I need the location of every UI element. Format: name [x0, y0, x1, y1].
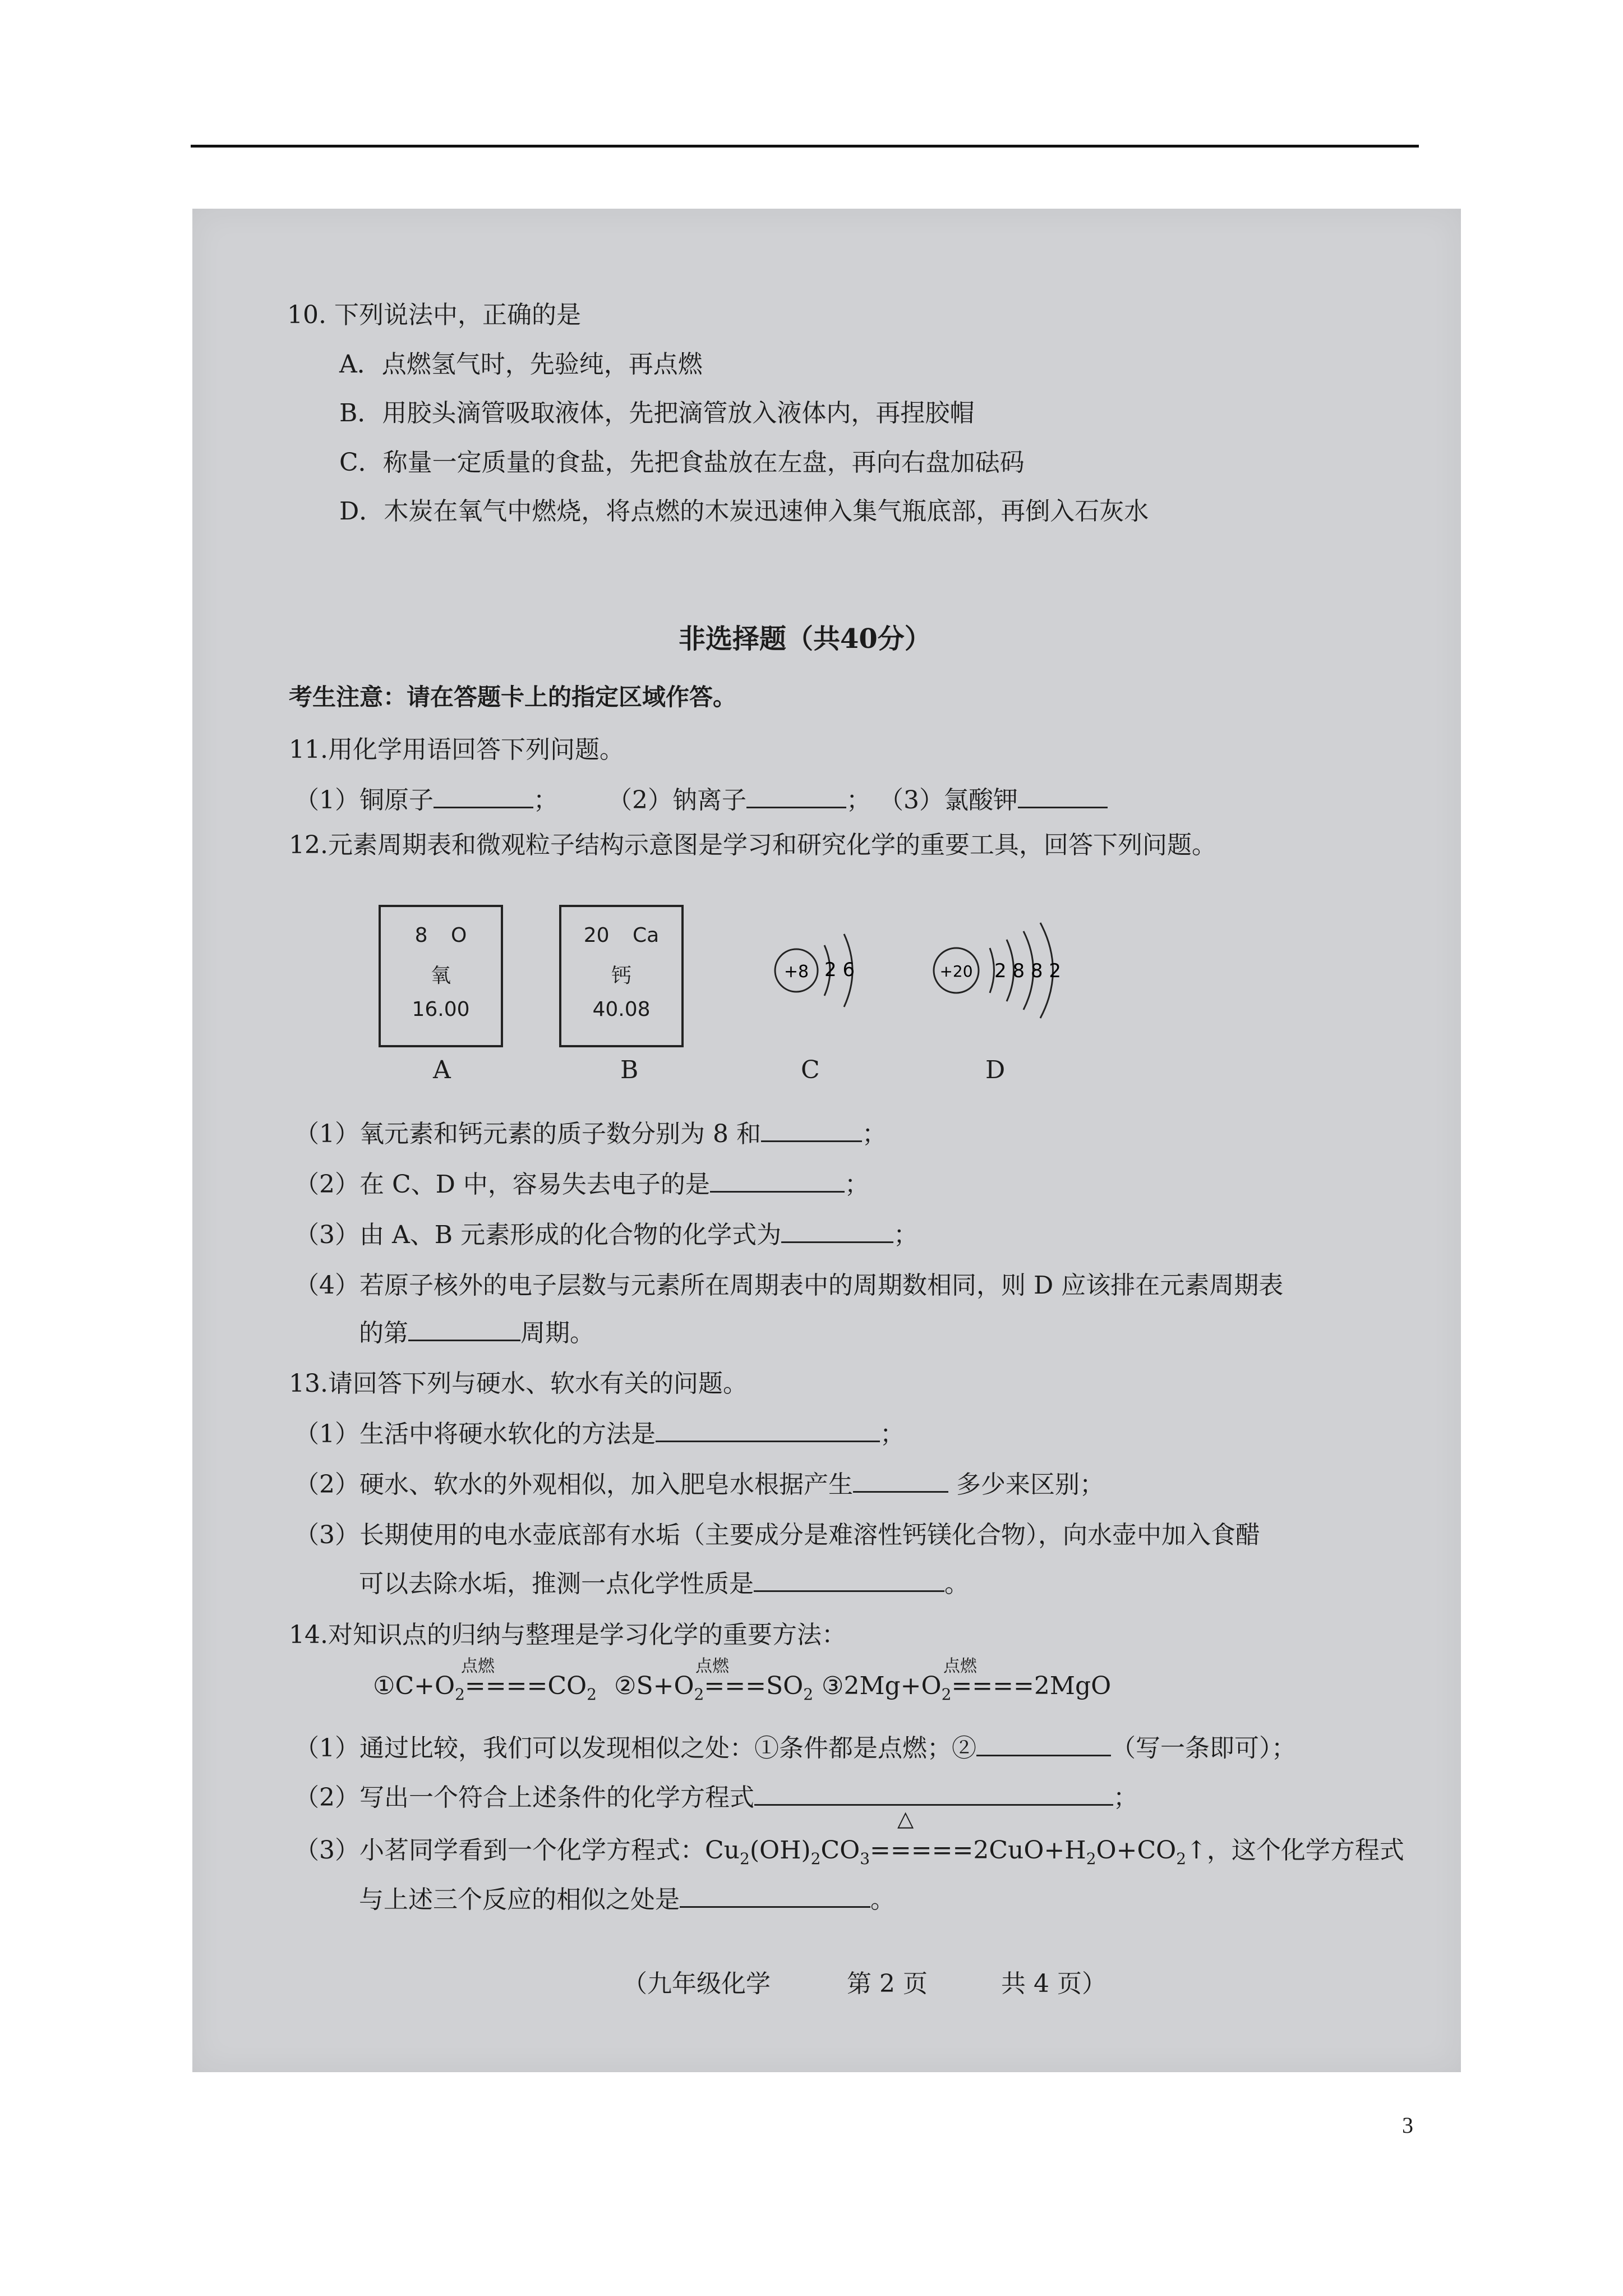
- eq2-condition: 点燃: [695, 1657, 729, 1676]
- svg-text:2 8 8 2: 2 8 8 2: [994, 960, 1061, 982]
- page-number: 3: [1402, 2113, 1413, 2138]
- q11-blank-1[interactable]: [434, 784, 533, 808]
- atom-structure-calcium: [928, 909, 1091, 1032]
- q12-part1: （1）氧元素和钙元素的质子数分别为 8 和 ；: [294, 1114, 887, 1149]
- svg-text:+8: +8: [783, 962, 809, 982]
- figure-label-c: C: [801, 1056, 820, 1084]
- q12-part4-cont: 的第 周期。: [359, 1313, 594, 1349]
- q14-part2: （2）写出一个符合上述条件的化学方程式 ；: [294, 1777, 1138, 1813]
- q12-part4: （4）若原子核外的电子层数与元素所在周期表中的周期数相同，则 D 应该排在元素周期表: [294, 1271, 1284, 1300]
- q12-blank-2[interactable]: [710, 1168, 845, 1193]
- q14-stem: 14.对知识点的归纳与整理是学习化学的重要方法：: [289, 1621, 846, 1649]
- q11-part2: （2）钠离子: [607, 786, 746, 815]
- q10-option-b: B．用胶头滴管吸取液体，先把滴管放入液体内，再捏胶帽: [339, 399, 975, 427]
- q11-part1: （1）铜原子: [294, 786, 434, 815]
- q14-part3-cont: 与上述三个反应的相似之处是 。: [359, 1879, 895, 1915]
- svg-text:2 6: 2 6: [824, 959, 855, 981]
- q14-part1: （1）通过比较，我们可以发现相似之处：①条件都是点燃；② （写一条即可）；: [294, 1728, 1296, 1764]
- q12-part3: （3）由 A、B 元素形成的化合物的化学式为 ；: [294, 1214, 918, 1250]
- figure-label-b: B: [620, 1056, 639, 1084]
- eq3-condition: 点燃: [943, 1657, 977, 1676]
- q12-blank-4[interactable]: [408, 1317, 520, 1341]
- element-box-oxygen: 8 O 氧 16.00: [379, 905, 503, 1047]
- q10-option-a: A．点燃氢气时，先验纯，再点燃: [339, 350, 703, 379]
- footer-page: 第 2 页: [847, 1970, 928, 1998]
- q13-blank-3[interactable]: [754, 1568, 944, 1592]
- q13-part3: （3）长期使用的电水壶底部有水垢（主要成分是难溶性钙镁化合物），向水壶中加入食醋: [294, 1521, 1260, 1549]
- q13-part1: （1）生活中将硬水软化的方法是 ；: [294, 1414, 905, 1450]
- q11-blank-2[interactable]: [746, 784, 846, 808]
- q11-stem: 11.用化学用语回答下列问题。: [289, 735, 624, 764]
- q12-blank-1[interactable]: [761, 1118, 862, 1142]
- q14-blank-1[interactable]: [976, 1732, 1111, 1756]
- q14-blank-2[interactable]: [754, 1782, 1113, 1806]
- section-title: 非选择题（共40分）: [679, 623, 932, 655]
- heat-symbol: △: [897, 1806, 914, 1831]
- section-notice: 考生注意：请在答题卡上的指定区域作答。: [289, 683, 737, 711]
- svg-text:+20: +20: [939, 962, 973, 981]
- equation-2: $②S+O_2===SO_2$: [614, 1672, 814, 1704]
- equation-3: $③2Mg+O_2====2MgO$: [822, 1672, 1112, 1704]
- element-box-calcium: 20 Ca 钙 40.08: [559, 905, 684, 1047]
- q12-part2: （2）在 C、D 中，容易失去电子的是 ；: [294, 1164, 869, 1200]
- equation-1: $①C+O_2====CO_2$: [373, 1672, 597, 1704]
- q13-part3-cont: 可以去除水垢，推测一点化学性质是 。: [359, 1563, 969, 1599]
- q11-part3: （3）氯酸钾: [879, 786, 1018, 815]
- figure-label-a: A: [433, 1056, 451, 1084]
- q13-blank-2[interactable]: [853, 1469, 948, 1493]
- footer-subject: （九年级化学: [623, 1970, 771, 1998]
- q10-option-d: D．木炭在氧气中燃烧，将点燃的木炭迅速伸入集气瓶底部，再倒入石灰水: [339, 497, 1149, 526]
- q10-stem: 10. 下列说法中，正确的是: [287, 301, 581, 329]
- q13-blank-1[interactable]: [656, 1418, 880, 1442]
- q14-blank-3[interactable]: [680, 1884, 870, 1908]
- header-rule: [191, 145, 1419, 148]
- eq1-condition: 点燃: [461, 1657, 495, 1676]
- atom-structure-oxygen: [768, 914, 897, 1027]
- q13-part2: （2）硬水、软水的外观相似，加入肥皂水根据产生 多少来区别；: [294, 1464, 1104, 1500]
- q12-blank-3[interactable]: [781, 1219, 893, 1243]
- q14-part3: （3）小茗同学看到一个化学方程式：$Cu_2(OH)_2CO_3=====2CuO+H_2O+CO_2↑$，这个化学方程式: [294, 1836, 1404, 1868]
- q11-parts: （1）铜原子 ； （2）钠离子 ； （3）氯酸钾: [294, 780, 1108, 816]
- q12-stem: 12.元素周期表和微观粒子结构示意图是学习和研究化学的重要工具，回答下列问题。: [289, 831, 1216, 859]
- q10-option-c: C．称量一定质量的食盐，先把食盐放在左盘，再向右盘加砝码: [339, 448, 1025, 477]
- q11-blank-3[interactable]: [1018, 784, 1108, 808]
- figure-label-d: D: [985, 1056, 1006, 1084]
- footer-total: 共 4 页）: [1001, 1970, 1106, 1998]
- q13-stem: 13.请回答下列与硬水、软水有关的问题。: [289, 1369, 748, 1398]
